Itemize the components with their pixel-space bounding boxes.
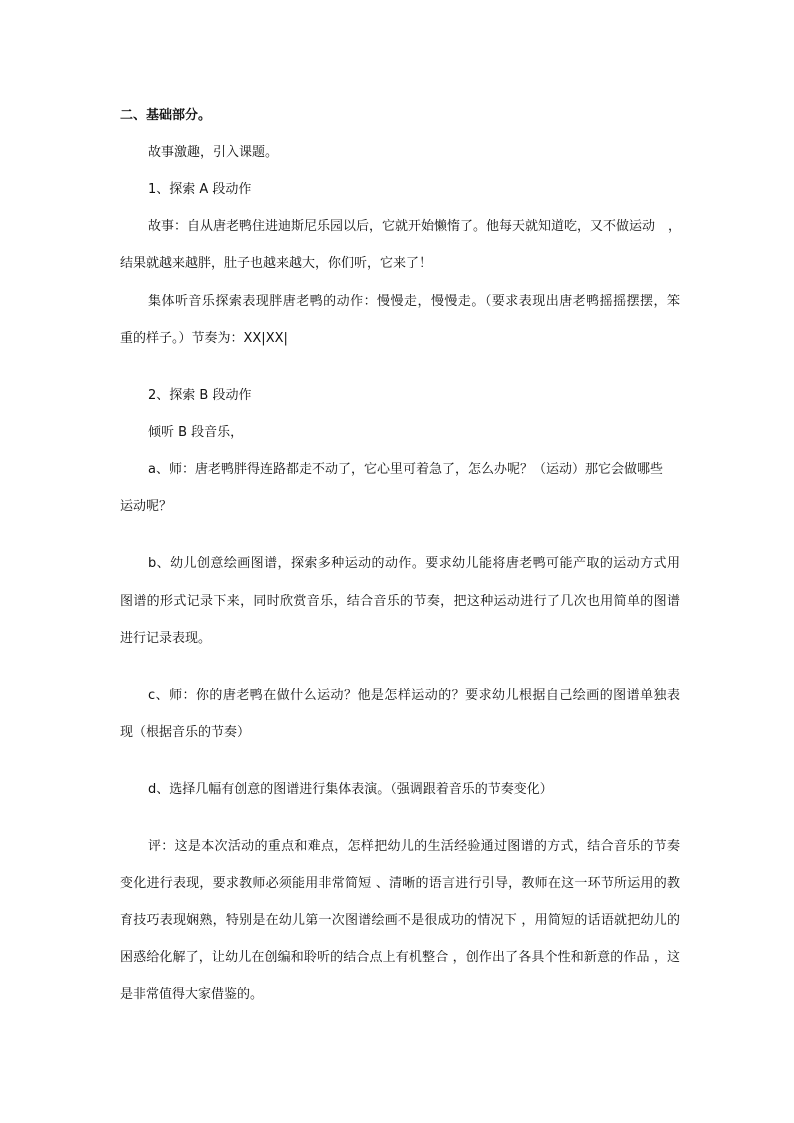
item-b-line-1: b、幼儿创意绘画图谱，探索多种运动的动作。要求幼儿能将唐老鸭可能产取的运动方式用 <box>148 556 680 571</box>
item-a-line-2: 运动呢？ <box>120 499 173 514</box>
item-1-title: 1、探索 A 段动作 <box>148 182 252 197</box>
rhythm-line: 重的样子。）节奏为：XX|XX| <box>120 331 288 346</box>
listen-line-1: 集体听音乐探索表现胖唐老鸭的动作：慢慢走，慢慢走。（要求表现出唐老鸭摇摇摆摆，笨 <box>148 294 680 309</box>
comment-line-5: 是非常值得大家借鉴的。 <box>120 987 264 1002</box>
story-line-2: 结果就越来越胖，肚子也越来越大，你们听，它来了！ <box>120 256 433 271</box>
item-c-line-1: c、师：你的唐老鸭在做什么运动？他是怎样运动的？要求幼儿根据自己绘画的图谱单独表 <box>148 688 680 703</box>
comment-line-1: 评：这是本次活动的重点和难点，怎样把幼儿的生活经验通过图谱的方式，结合音乐的节奏 <box>148 839 680 854</box>
item-b-line-3: 进行记录表现。 <box>120 631 212 646</box>
item-b-line-2: 图谱的形式记录下来，同时欣赏音乐，结合音乐的节奏，把这种运动进行了几次也用简单的图谱 <box>120 594 680 609</box>
listen-b-line: 倾听 B 段音乐， <box>148 425 244 440</box>
section-heading: 二、基础部分。 <box>120 108 212 123</box>
item-2-title: 2、探索 B 段动作 <box>148 388 252 403</box>
item-d-line: d、选择几幅有创意的图谱进行集体表演。（强调跟着音乐的节奏变化） <box>148 782 553 797</box>
item-a-line-1: a、师：唐老鸭胖得连路都走不动了，它心里可着急了，怎么办呢？（运动）那它会做哪些 <box>148 462 663 477</box>
paragraph-intro: 故事激趣，引入课题。 <box>148 145 279 160</box>
item-c-line-2: 现（根据音乐的节奏） <box>120 725 251 740</box>
comment-line-2: 变化进行表现，要求教师必须能用非常简短 、清晰的语言进行引导，教师在这一环节所运用的教 <box>120 876 680 891</box>
comment-line-4: 困惑给化解了，让幼儿在创编和聆听的结合点上有机整合 ，创作出了各具个性和新意的作品 ，这 <box>120 950 680 965</box>
comment-line-3: 育技巧表现娴熟，特别是在幼儿第一次图谱绘画不是很成功的情况下 ，用简短的话语就把幼儿的 <box>120 913 680 928</box>
story-line-1: 故事：自从唐老鸭住进迪斯尼乐园以后，它就开始懒惰了。他每天就知道吃，又不做运动 ， <box>148 219 682 234</box>
